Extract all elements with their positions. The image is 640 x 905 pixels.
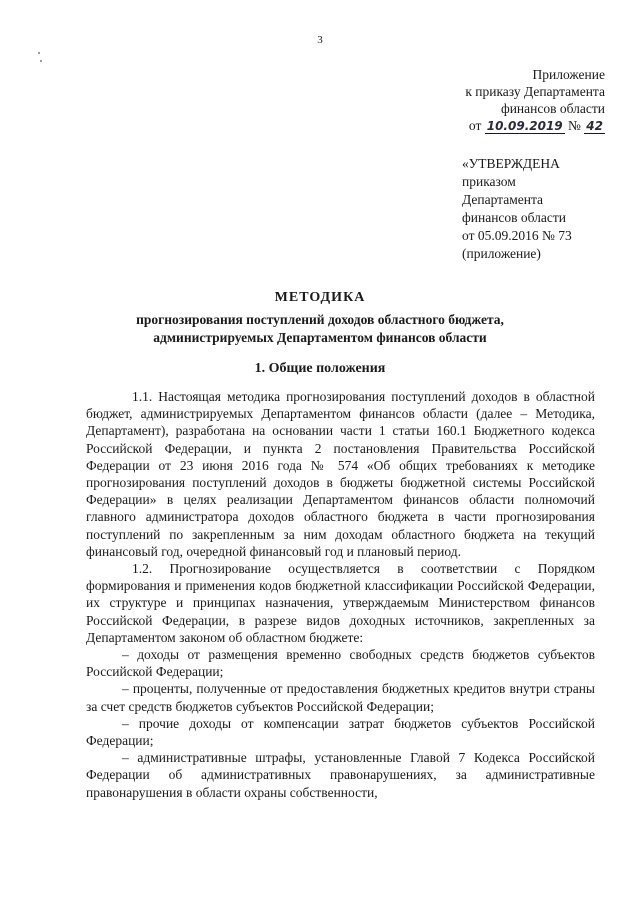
approval-line: приказом xyxy=(462,174,516,189)
document-body xyxy=(86,388,595,801)
approval-line: Департамента xyxy=(462,192,544,207)
appendix-line: Приложение xyxy=(532,67,605,82)
scan-speck xyxy=(38,52,40,54)
approval-line: (приложение) xyxy=(462,246,541,261)
list-item: – проценты, полученные от предоставления бюджетных кредитов внутри страны за счет средств бюджетов субъектов Российской Федерации; xyxy=(86,681,595,714)
handwritten-number: 42 xyxy=(586,119,603,133)
handwritten-date: 10.09.2019 xyxy=(486,119,563,133)
list-item: – прочие доходы от компенсации затрат бюджетов субъектов Российской Федерации; xyxy=(86,715,595,749)
appendix-number-label: № xyxy=(568,118,581,133)
appendix-line: к приказу Департамента xyxy=(465,84,605,99)
appendix-from-label: от xyxy=(468,118,482,133)
section-heading: 1. Общие положения xyxy=(254,361,386,376)
document-title xyxy=(0,289,640,347)
paragraph: 1.2. Прогнозирование осуществляется в соответствии с Порядком формирования и применения кодов бюджетной классификации Российской Федерации, их структуре и принципах назначения, утверждаемым Министерством финансов Российской Федерации, в разрезе видов доходных источников, закрепленных за Департаментом законом об областном бюджете: xyxy=(86,561,595,645)
appendix-block xyxy=(385,66,605,135)
appendix-line: финансов области xyxy=(500,101,605,116)
approval-line: «УТВЕРЖДЕНА xyxy=(462,156,560,171)
title-subtitle: прогнозирования поступлений доходов областного бюджета, xyxy=(136,312,504,327)
approval-line: от 05.09.2016 № 73 xyxy=(462,228,572,243)
appendix-date-line xyxy=(385,117,605,135)
scan-speck xyxy=(40,60,42,62)
list-item: – доходы от размещения временно свободных средств бюджетов субъектов Российской Федерации; xyxy=(86,647,595,680)
paragraph: 1.1. Настоящая методика прогнозирования поступлений доходов в областной бюджет, администрируемых Департаментом финансов области (далее – Методика, Департамент), разработана на основании части 1 статьи 160.1 Бюджетного кодекса Российской Федерации, и пункта 2 постановления Правительства Российской Федерации от 23 июня 2016 года № 574 «Об общих требованиях к методике прогнозирования поступлений доходов в бюджеты бюджетной системы Российской Федерации» в целях реализации Департаментом финансов области полномочий главного администратора доходов областного бюджета в части прогнозирования поступлений по закрепленным за ним доходам областного бюджета на текущий финансовый год, очередной финансовый год и плановый период. xyxy=(86,389,595,559)
title-main: МЕТОДИКА xyxy=(274,290,366,305)
page-number: 3 xyxy=(317,34,323,46)
approval-line: финансов области xyxy=(462,210,567,225)
approval-block xyxy=(462,155,572,263)
list-item: – административные штрафы, установленные Главой 7 Кодекса Российской Федерации об административных правонарушениях, за административные правонарушения в области охраны собственности, xyxy=(86,750,595,800)
title-subtitle: администрируемых Департаментом финансов области xyxy=(153,330,487,345)
